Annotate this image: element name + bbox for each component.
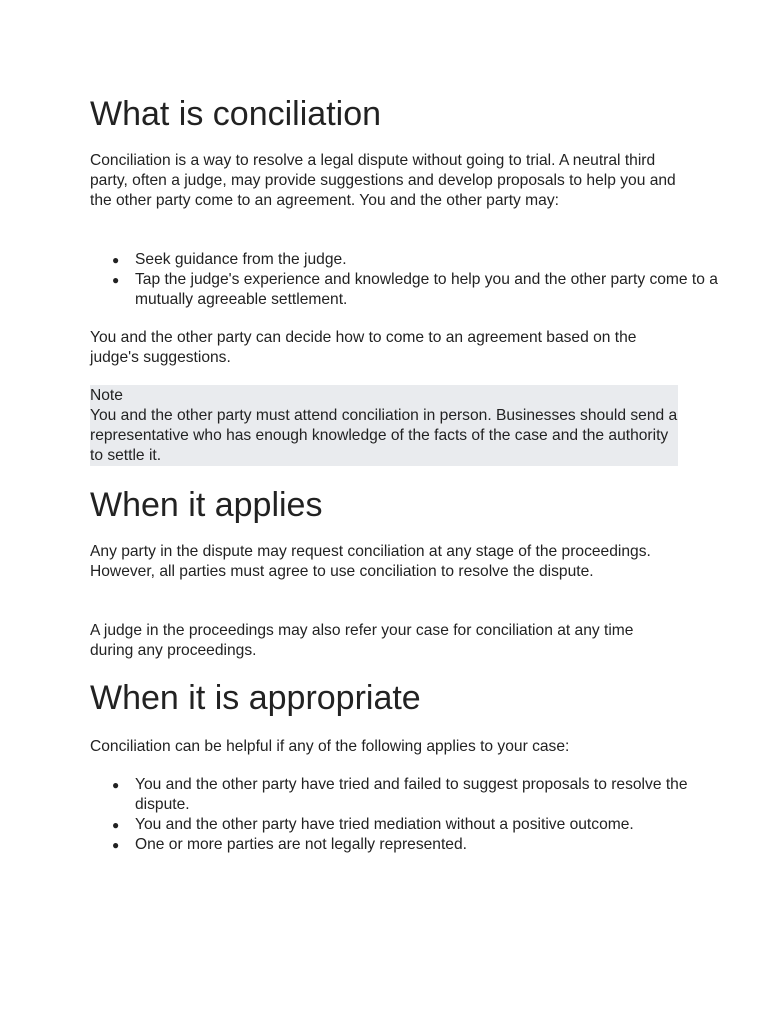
paragraph-request-conciliation: Any party in the dispute may request conciliation at any stage of the proceedings. However, all parties must agree to use conciliation to resolve the dispute. xyxy=(90,543,651,580)
paragraph-judge-refer: A judge in the proceedings may also refer your case for conciliation at any time during any proceedings. xyxy=(90,622,634,659)
list-item: ● You and the other party have tried mediation without a positive outcome. xyxy=(112,816,634,833)
bullet-icon: ● xyxy=(112,818,120,832)
bullet-icon: ● xyxy=(112,253,120,267)
list-item: ● One or more parties are not legally represented. xyxy=(112,836,467,853)
paragraph-conciliation-intro: Conciliation is a way to resolve a legal dispute without going to trial. A neutral third party, often a judge, may provide suggestions and develop proposals to help you and the other party come to an agreement. You and the other party may: xyxy=(90,152,676,209)
bullet-icon: ● xyxy=(112,273,120,287)
bullet-icon: ● xyxy=(112,838,120,852)
list-item: ● You and the other party have tried and failed to suggest proposals to resolve the dispute. xyxy=(112,776,688,813)
list-appropriate-cases xyxy=(90,775,725,855)
note-text: You and the other party must attend conciliation in person. Businesses should send a representative who has enough knowledge of the facts of the case and the authority to settle it. xyxy=(90,407,678,464)
note-label: Note xyxy=(90,387,123,404)
list-item: ● Tap the judge's experience and knowledge to help you and the other party come to a mutually agreeable settlement. xyxy=(112,271,718,308)
list-item: ● Seek guidance from the judge. xyxy=(112,251,347,268)
list-conciliation-options xyxy=(90,250,725,310)
bullet-icon: ● xyxy=(112,778,120,792)
paragraph-decide-agreement: You and the other party can decide how to come to an agreement based on the judge's suggestions. xyxy=(90,329,637,366)
heading-when-appropriate: When it is appropriate xyxy=(90,679,421,717)
heading-what-is-conciliation: What is conciliation xyxy=(90,95,382,133)
heading-when-it-applies: When it applies xyxy=(90,486,323,524)
paragraph-appropriate-intro: Conciliation can be helpful if any of the following applies to your case: xyxy=(90,738,570,755)
note-box xyxy=(90,385,678,466)
